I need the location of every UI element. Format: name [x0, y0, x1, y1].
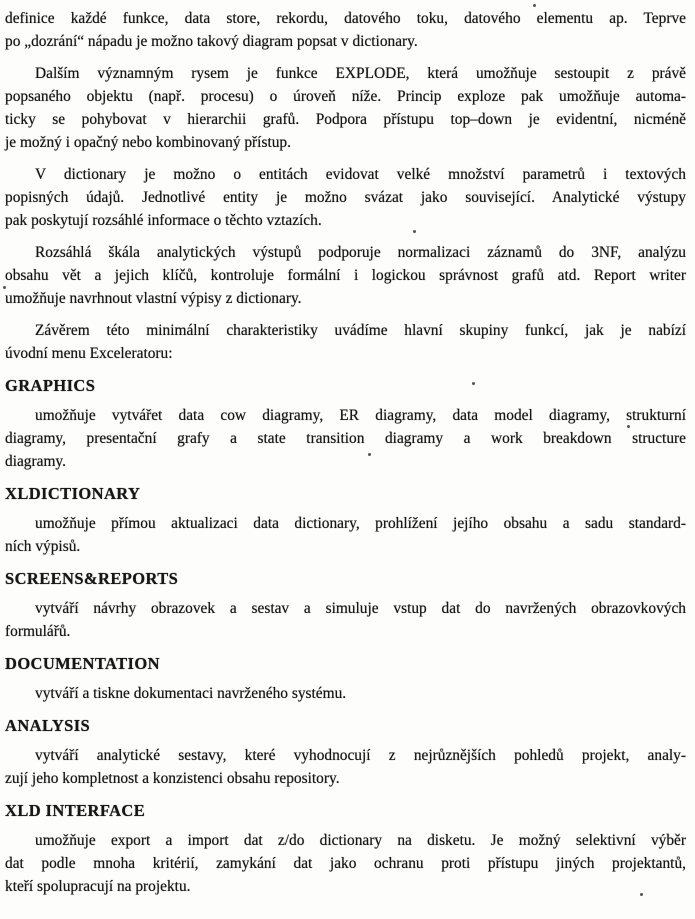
paragraph [5, 512, 686, 558]
text-line: vytváří a tiskne dokumentaci navrženého systému. [35, 685, 347, 702]
paragraph [5, 682, 686, 705]
text-line: pak poskytují rozsáhlé informace o těchto vztazích. [5, 212, 322, 229]
paragraph [5, 62, 686, 154]
text-line: ních výpisů. [5, 538, 81, 555]
scan-speck [472, 382, 475, 385]
text-line: umožňuje navrhnout vlastní výpisy z dictionary. [5, 290, 302, 307]
scan-speck [640, 893, 643, 896]
text-line: vytváří analytické sestavy, které vyhodnocují z nejrůznějších pohledů projekt, analy- [35, 747, 686, 764]
text-line: popisných údajů. Jednotlivé entity je možno svázat jako související. Analytické výstupy [5, 189, 686, 206]
scan-speck [627, 425, 630, 428]
section-heading: XLDICTIONARY [5, 484, 141, 503]
text-line: úvodní menu Exceleratoru: [5, 345, 173, 362]
scan-speck [3, 286, 6, 289]
scan-speck [533, 4, 536, 7]
text-line: Rozsáhlá škála analytických výstupů podporuje normalizaci záznamů do 3NF, analýzu [35, 244, 686, 261]
text-line: Dalším významným rysem je funkce EXPLODE, která umožňuje sestoupit z právě [35, 65, 686, 82]
text-line: umožňuje vytvářet data cow diagramy, ER diagramy, data model diagramy, strukturní [35, 407, 686, 424]
paragraph [5, 744, 686, 790]
paragraph [5, 241, 686, 310]
paragraph [5, 404, 686, 473]
section-heading: XLD INTERFACE [5, 801, 146, 820]
text-line: obsahu vět a jejich klíčů, kontroluje formální i logickou správnost grafů atd. Report writer [5, 267, 686, 284]
text-line: Závěrem této minimální charakteristiky uvádíme hlavní skupiny funkcí, jak je nabízí [35, 322, 686, 339]
text-line: definice každé funkce, data store, rekordu, datového toku, datového elementu ap. Teprve [5, 10, 686, 27]
text-line: je možný i opačný nebo kombinovaný přístup. [5, 134, 291, 151]
scan-speck [413, 230, 416, 233]
scan-speck [368, 453, 371, 456]
text-line: ticky se pohybovat v hierarchii grafů. Podpora přístupu top–down je evidentní, nicméně [5, 111, 686, 128]
text-line: kteří spolupracují na projektu. [5, 878, 191, 895]
text-line: zují jeho kompletnost a konzistenci obsahu repository. [5, 770, 340, 787]
paragraph [5, 163, 686, 232]
section-heading: SCREENS&REPORTS [5, 569, 179, 588]
paragraph [5, 829, 686, 898]
text-line: diagramy, presentační grafy a state transition diagramy a work breakdown structure [5, 430, 686, 447]
text-line: V dictionary je možno o entitách evidovat velké množství parametrů i textových [35, 166, 686, 183]
text-line: po „dozrání“ nápadu je možno takový diagram popsat v dictionary. [5, 33, 418, 50]
paragraph [5, 319, 686, 365]
text-line: formulářů. [5, 623, 71, 640]
text-line: diagramy. [5, 453, 66, 470]
paragraph [5, 7, 686, 53]
text-line: vytváří návrhy obrazovek a sestav a simuluje vstup dat do navržených obrazovkových [35, 600, 686, 617]
document-content [5, 7, 686, 898]
text-line: popsaného objektu (např. procesu) o úroveň níže. Princip exploze pak umožňuje automa- [5, 88, 686, 105]
section-heading: ANALYSIS [5, 716, 91, 735]
text-line: umožňuje export a import dat z/do dictionary na disketu. Je možný selektivní výběr [35, 832, 686, 849]
text-line: dat podle mnoha kritérií, zamykání dat jako ochranu proti přístupu jiných projektantů, [5, 855, 686, 872]
section-heading: GRAPHICS [5, 376, 96, 395]
section-heading: DOCUMENTATION [5, 654, 160, 673]
text-line: umožňuje přímou aktualizaci data dictionary, prohlížení jejího obsahu a sadu standard- [35, 515, 686, 532]
paragraph [5, 597, 686, 643]
